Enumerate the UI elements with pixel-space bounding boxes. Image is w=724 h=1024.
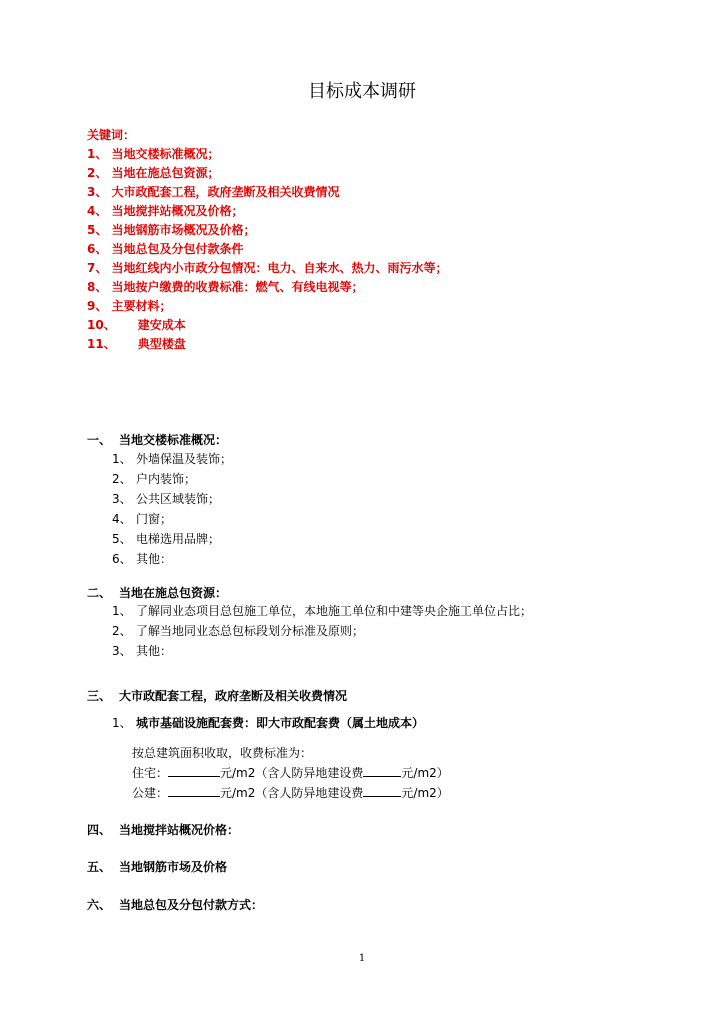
fee-blank (168, 786, 220, 797)
list-item (112, 509, 232, 529)
list-item (112, 549, 232, 569)
section-num: 一、 (87, 433, 112, 447)
section-title: 当地搅拌站概况价格： (119, 823, 240, 837)
item-num: 2、 (112, 624, 132, 638)
list-item (112, 529, 232, 549)
item-num: 6、 (112, 552, 132, 566)
keyword-item (87, 183, 448, 202)
keyword-num: 8、 (87, 280, 108, 294)
section-heading (87, 431, 227, 448)
section-num: 三、 (87, 689, 112, 703)
page-title: 目标成本调研 (308, 81, 416, 102)
fee-paren: （含人防异地建设费 (255, 766, 364, 780)
keyword-text: 当地搅拌站概况及价格； (111, 204, 244, 218)
section-heading (87, 896, 263, 913)
keyword-item (87, 259, 448, 278)
section-title: 当地交楼标准概况： (119, 433, 228, 447)
section-heading (87, 687, 347, 704)
keyword-text: 当地红线内小市政分包情况：电力、自来水、热力、雨污水等； (111, 261, 448, 275)
keyword-num: 4、 (87, 204, 108, 218)
keyword-num: 11、 (87, 337, 116, 351)
keyword-item (87, 297, 448, 316)
keyword-num: 2、 (87, 166, 108, 180)
keyword-num: 5、 (87, 223, 108, 237)
keyword-text: 大市政配套工程，政府垄断及相关收费情况 (111, 185, 340, 199)
item-num: 4、 (112, 512, 132, 526)
subsection-text: 城市基础设施配套费：即大市政配套费（属土地成本） (136, 716, 425, 730)
item-text: 其他： (136, 552, 173, 566)
keyword-num: 7、 (87, 261, 108, 275)
fee-blank (363, 786, 401, 797)
fee-paren-close: 元/m2） (401, 766, 449, 780)
fee-label: 住宅： (132, 766, 169, 780)
list-item (112, 601, 532, 621)
item-text: 门窗； (136, 512, 173, 526)
fee-paren-close: 元/m2） (401, 786, 449, 800)
fee-row-public (132, 784, 449, 801)
item-num: 1、 (112, 452, 132, 466)
section-heading (87, 858, 227, 875)
keyword-item (87, 145, 448, 164)
list-item (112, 469, 232, 489)
keyword-num: 1、 (87, 147, 108, 161)
page-number: 1 (358, 953, 366, 964)
section-num: 六、 (87, 898, 112, 912)
section-items (112, 449, 232, 569)
item-num: 1、 (112, 604, 132, 618)
fee-blank (168, 766, 220, 777)
item-num: 3、 (112, 644, 132, 658)
item-num: 2、 (112, 472, 132, 486)
keyword-item (87, 221, 448, 240)
item-num: 3、 (112, 492, 132, 506)
subsection-num: 1、 (112, 716, 132, 730)
section-title: 当地在施总包资源： (119, 586, 228, 600)
fee-intro: 按总建筑面积收取，收费标准为： (132, 746, 313, 760)
keyword-num: 3、 (87, 185, 108, 199)
section-title: 当地钢筋市场及价格 (119, 860, 228, 874)
section-num: 二、 (87, 586, 112, 600)
keyword-text: 当地在施总包资源； (111, 166, 220, 180)
fee-unit: 元/m2 (220, 786, 256, 800)
section-heading (87, 584, 227, 601)
section-num: 五、 (87, 860, 112, 874)
keyword-text: 当地交楼标准概况； (111, 147, 220, 161)
item-text: 其他： (136, 644, 173, 658)
keyword-item (87, 278, 448, 297)
list-item (112, 641, 532, 661)
list-item (112, 489, 232, 509)
keyword-text: 当地钢筋市场概况及价格； (111, 223, 256, 237)
subsection-heading (112, 714, 424, 731)
keyword-item (87, 240, 448, 259)
keyword-text: 当地按户缴费的收费标准：燃气、有线电视等； (111, 280, 364, 294)
item-num: 5、 (112, 532, 132, 546)
keywords-block (87, 126, 448, 354)
fee-unit: 元/m2 (220, 766, 256, 780)
keyword-text: 主要材料； (111, 299, 172, 313)
keywords-heading: 关键词： (87, 128, 136, 142)
fee-paren: （含人防异地建设费 (255, 786, 364, 800)
fee-blank (363, 766, 401, 777)
list-item (112, 621, 532, 641)
item-text: 电梯选用品牌； (136, 532, 221, 546)
keyword-text: 当地总包及分包付款条件 (111, 242, 244, 256)
keyword-num: 6、 (87, 242, 108, 256)
list-item (112, 449, 232, 469)
item-text: 了解同业态项目总包施工单位，本地施工单位和中建等央企施工单位占比； (136, 604, 533, 618)
keyword-text: 典型楼盘 (137, 337, 186, 351)
section-title: 当地总包及分包付款方式： (119, 898, 264, 912)
keyword-text: 建安成本 (137, 318, 186, 332)
keyword-item (87, 202, 448, 221)
item-text: 外墙保温及装饰； (136, 452, 233, 466)
keyword-num: 10、 (87, 318, 116, 332)
section-items (112, 601, 532, 661)
section-heading (87, 821, 239, 838)
keyword-num: 9、 (87, 299, 108, 313)
fee-row-residential (132, 764, 449, 781)
keyword-item (87, 164, 448, 183)
item-text: 了解当地同业态总包标段划分标准及原则； (136, 624, 365, 638)
keyword-item (87, 335, 448, 354)
section-num: 四、 (87, 823, 112, 837)
fee-label: 公建： (132, 786, 169, 800)
keyword-item (87, 316, 448, 335)
section-title: 大市政配套工程，政府垄断及相关收费情况 (119, 689, 348, 703)
item-text: 公共区域装饰； (136, 492, 221, 506)
item-text: 户内装饰； (136, 472, 197, 486)
